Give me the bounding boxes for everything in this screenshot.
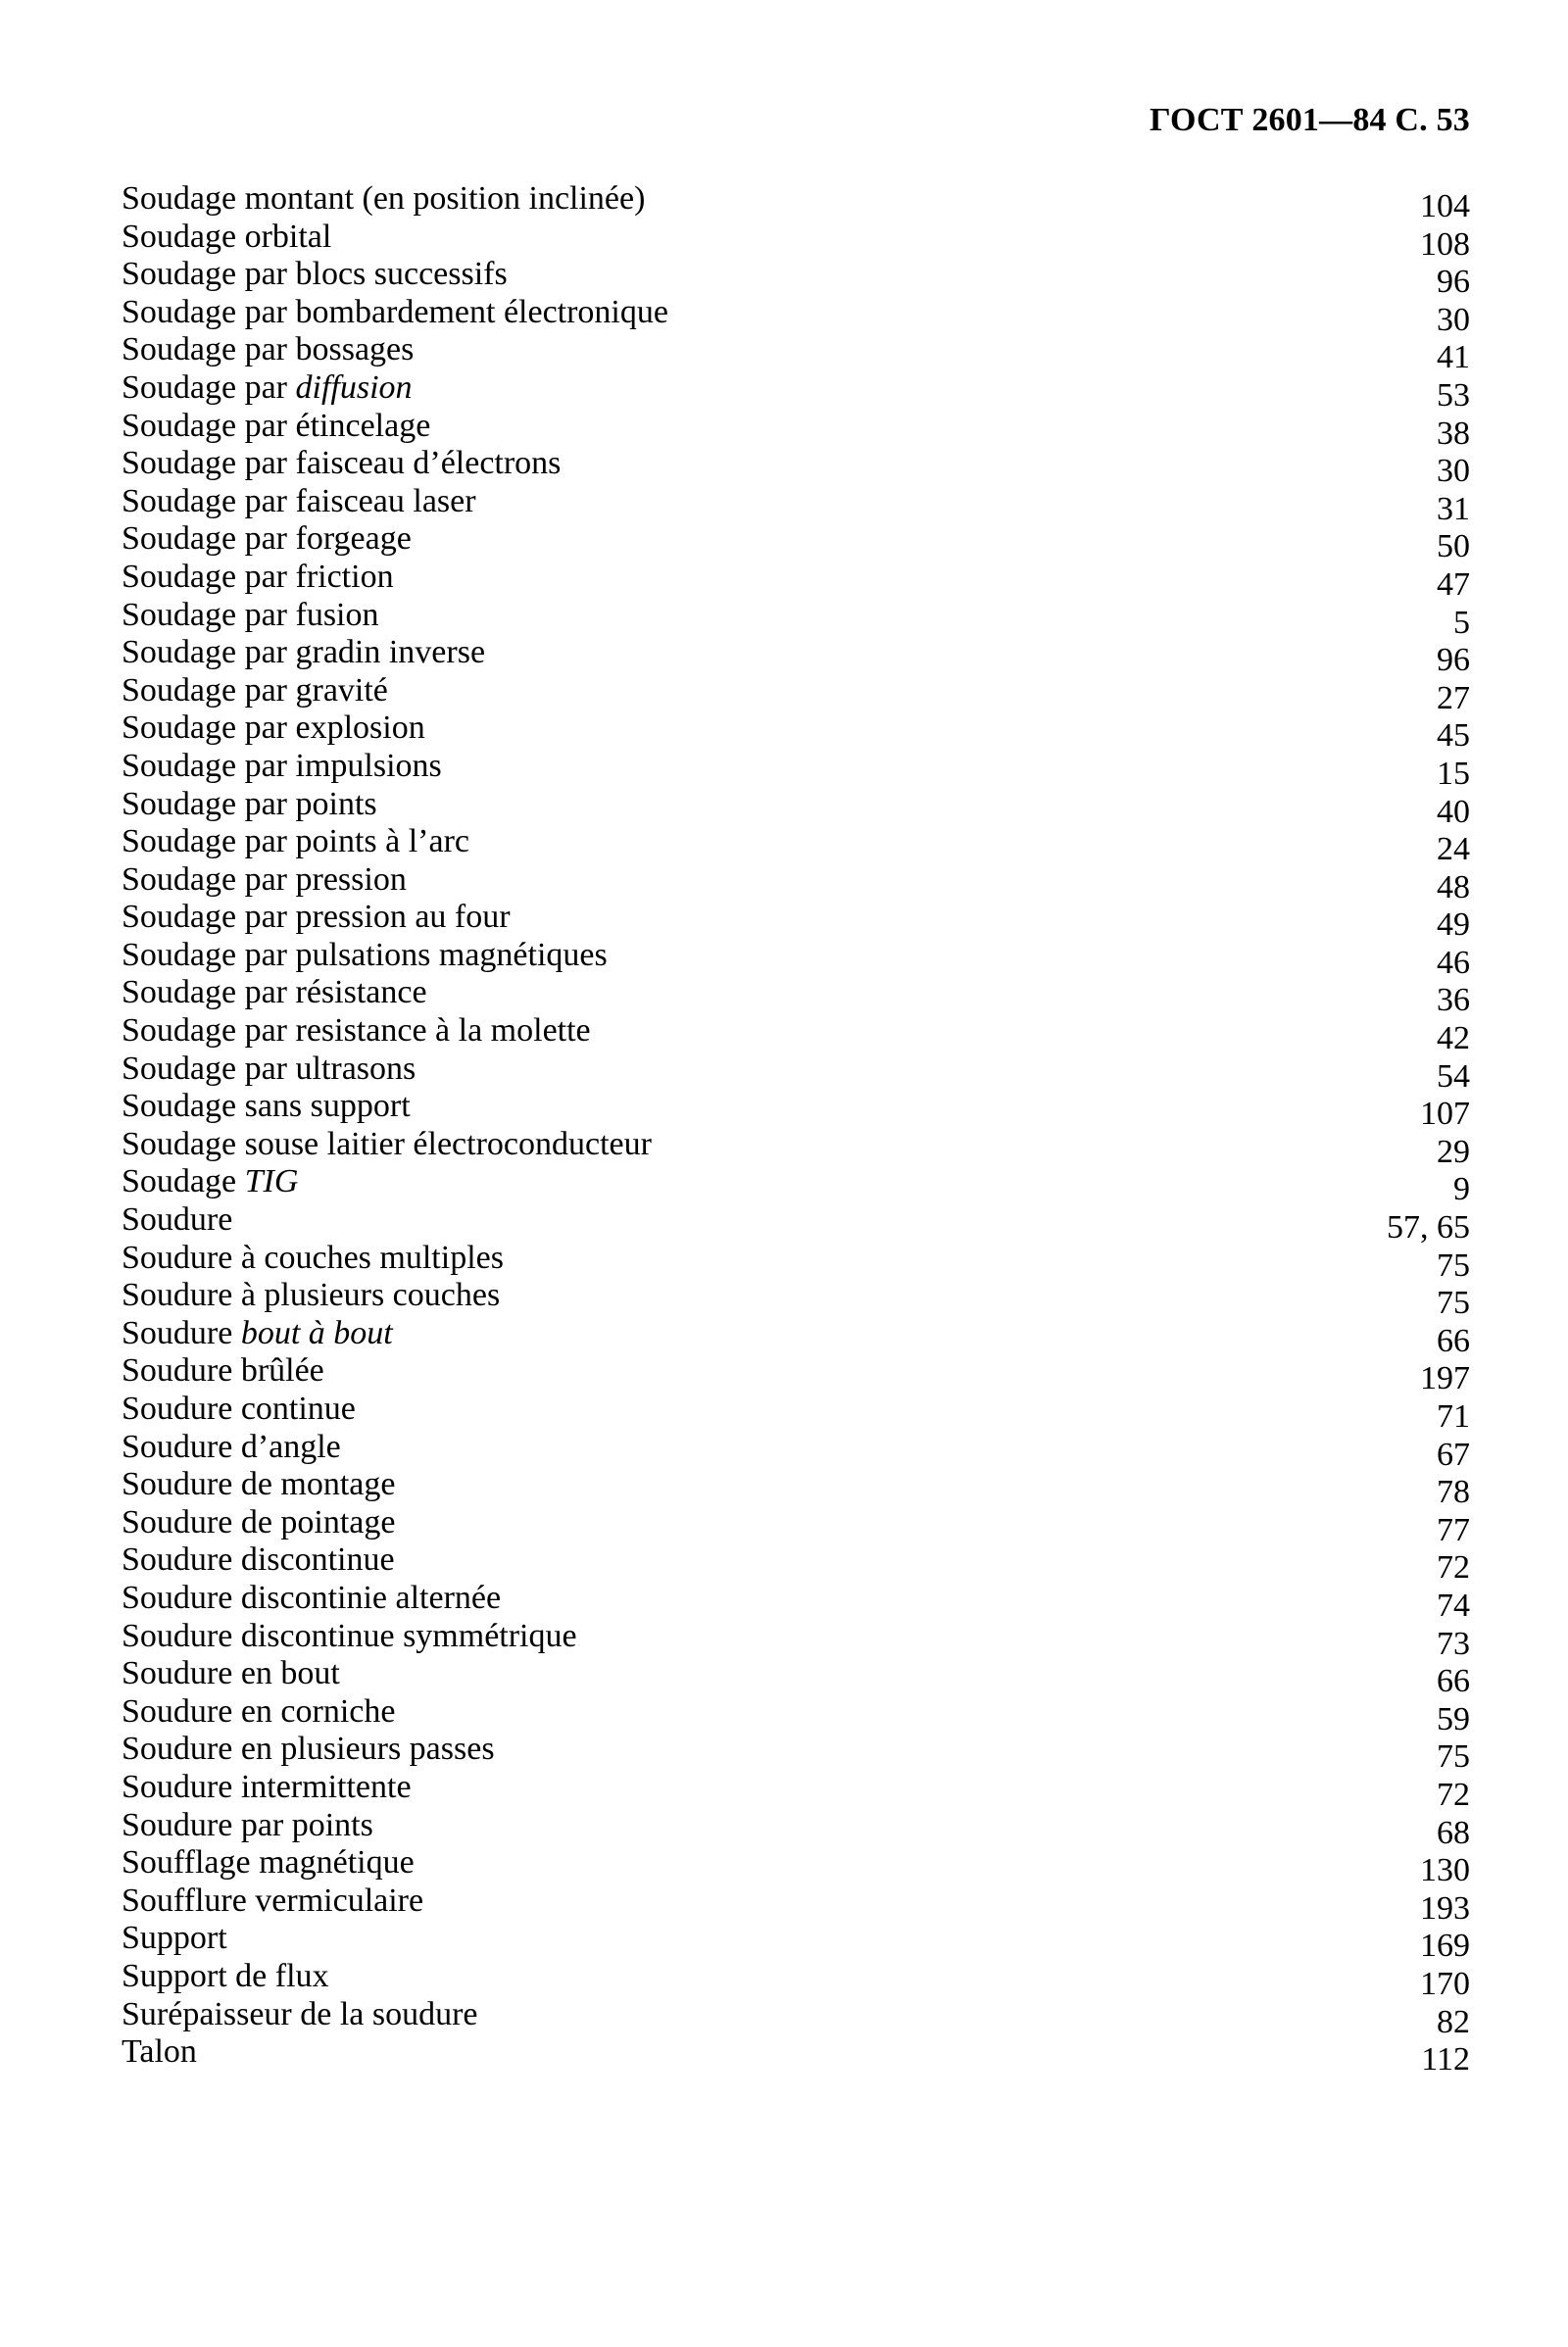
page-number: 24 <box>1437 831 1470 868</box>
page-number: 42 <box>1437 1020 1470 1057</box>
index-entry <box>122 1391 1470 1435</box>
page-number: 77 <box>1437 1511 1470 1548</box>
index-entry <box>122 1655 1470 1700</box>
index-term: Soudage par gravité <box>122 671 388 709</box>
index-term: Soudure de pointage <box>122 1503 396 1540</box>
page-number: 67 <box>1437 1436 1470 1473</box>
index-term: Soudage par blocs successifs <box>122 256 508 293</box>
index-entry <box>122 558 1470 603</box>
index-entry <box>122 1163 1470 1208</box>
page-number: 78 <box>1437 1474 1470 1511</box>
page-number: 36 <box>1437 982 1470 1019</box>
page-number: 75 <box>1437 1285 1470 1322</box>
page-number: 54 <box>1437 1057 1470 1095</box>
page-number: 66 <box>1437 1663 1470 1700</box>
index-term: Soudage sans support <box>122 1088 411 1125</box>
page-number: 49 <box>1437 906 1470 944</box>
index-entry <box>122 1579 1470 1624</box>
index-entry <box>122 293 1470 338</box>
page-number: 73 <box>1437 1625 1470 1662</box>
page-number: 74 <box>1437 1587 1470 1624</box>
index-term: Soudage par faisceau laser <box>122 482 476 519</box>
index-term: Soudage orbital <box>122 218 332 255</box>
index-entry <box>122 445 1470 490</box>
index-entry <box>122 1617 1470 1662</box>
index-entry <box>122 1201 1470 1247</box>
index-entry <box>122 1352 1470 1397</box>
index-term: Soudage par points à l’arc <box>122 823 469 860</box>
index-entry <box>122 785 1470 830</box>
index-term: Soudage par résistance <box>122 974 427 1011</box>
index-term: Soudage par faisceau d’électrons <box>122 445 562 482</box>
page-number: 96 <box>1437 264 1470 301</box>
index-entry <box>122 407 1470 452</box>
index-term: Soudure à plusieurs couches <box>122 1277 501 1314</box>
page-number: 108 <box>1420 225 1470 263</box>
index-entry <box>122 1314 1470 1359</box>
index-term: Soudage par pression <box>122 860 407 898</box>
page-number: 68 <box>1437 1814 1470 1851</box>
page-number: 72 <box>1437 1549 1470 1587</box>
index-term: Soudage par bossages <box>122 331 415 368</box>
index-term: Surépaisseur de la soudure <box>122 1995 478 2032</box>
index-term: Soufflage magnétique <box>122 1844 415 1882</box>
index-entry <box>122 634 1470 679</box>
index-term: Soudage TIG <box>122 1163 299 1200</box>
index-term: Soudage par bombardement électronique <box>122 293 668 330</box>
index-term: Soudure discontinue <box>122 1541 395 1579</box>
index-term: Soudure discontinue symmétrique <box>122 1617 577 1654</box>
index-term: Soudage par gradin inverse <box>122 634 486 671</box>
index-term: Soudage par points <box>122 785 377 822</box>
page-number: 29 <box>1437 1133 1470 1170</box>
index-entry <box>122 671 1470 716</box>
index-term: Soudure brûlée <box>122 1352 324 1390</box>
page-number: 48 <box>1437 868 1470 905</box>
page-number: 46 <box>1437 944 1470 981</box>
index-entry <box>122 1731 1470 1776</box>
index-term: Support de flux <box>122 1957 329 1994</box>
page-number: 9 <box>1453 1171 1470 1208</box>
index-entry <box>122 1768 1470 1813</box>
index-term: Soudure d’angle <box>122 1428 341 1465</box>
index-entry <box>122 1125 1470 1170</box>
index-term: Soudage par resistance à la molette <box>122 1012 591 1050</box>
index-entry <box>122 747 1470 792</box>
index-term: Soudure <box>122 1201 233 1239</box>
index-term: Soudure de montage <box>122 1466 396 1503</box>
page-number: 57, 65 <box>1387 1209 1470 1247</box>
index-entry <box>122 1239 1470 1284</box>
index-term: Soudure par points <box>122 1806 373 1843</box>
index-entry <box>122 709 1470 755</box>
page-number: 75 <box>1437 1247 1470 1284</box>
index-term: Soudage par impulsions <box>122 747 442 784</box>
index-entry <box>122 1428 1470 1473</box>
index-entry <box>122 1844 1470 1889</box>
page-number: 53 <box>1437 376 1470 414</box>
index-entry <box>122 1466 1470 1511</box>
index-entry <box>122 520 1470 565</box>
index-entry <box>122 596 1470 641</box>
index-entry <box>122 974 1470 1019</box>
index-term: Soudure à couches multiples <box>122 1239 504 1276</box>
index-entry <box>122 1541 1470 1587</box>
page-number: 107 <box>1420 1096 1470 1133</box>
page-number: 112 <box>1421 2041 1470 2078</box>
page-number: 193 <box>1420 1889 1470 1927</box>
page-number: 50 <box>1437 528 1470 565</box>
index-entry <box>122 936 1470 981</box>
index-term: Soudure intermittente <box>122 1768 412 1805</box>
page-number: 130 <box>1420 1852 1470 1889</box>
page-number: 27 <box>1437 679 1470 716</box>
index-entry <box>122 180 1470 224</box>
page-number: 45 <box>1437 717 1470 755</box>
page-number: 5 <box>1453 604 1470 641</box>
page-number: 197 <box>1420 1360 1470 1397</box>
index-term: Soudure en bout <box>122 1655 340 1692</box>
index-term: Soufflure vermiculaire <box>122 1882 424 1919</box>
index-term: Soudage par explosion <box>122 709 425 747</box>
page-number: 72 <box>1437 1776 1470 1813</box>
index-term: Soudage par fusion <box>122 596 379 633</box>
page-number: 59 <box>1437 1700 1470 1737</box>
index-entry <box>122 860 1470 905</box>
page-number: 66 <box>1437 1322 1470 1359</box>
page-number: 40 <box>1437 793 1470 830</box>
index-term: Soudage par diffusion <box>122 368 413 406</box>
page-number: 30 <box>1437 453 1470 490</box>
index-entry <box>122 1806 1470 1851</box>
index-entry <box>122 899 1470 944</box>
index-term: Soudage par ultrasons <box>122 1050 416 1087</box>
index-entry <box>122 1692 1470 1737</box>
index-term: Talon <box>122 2033 197 2071</box>
index-list <box>122 180 1470 2078</box>
index-term: Soudage par étincelage <box>122 407 431 444</box>
index-term: Soudure en plusieurs passes <box>122 1731 495 1768</box>
index-entry <box>122 1503 1470 1548</box>
index-term: Soudage par pulsations magnétiques <box>122 936 608 973</box>
index-term: Soudure en corniche <box>122 1692 396 1730</box>
index-entry <box>122 1882 1470 1927</box>
page-header: ГОСТ 2601—84 С. 53 <box>1149 102 1470 138</box>
page-number: 96 <box>1437 642 1470 679</box>
page-number: 15 <box>1437 755 1470 792</box>
index-term: Soudage par friction <box>122 558 394 595</box>
index-entry <box>122 1050 1470 1095</box>
index-term: Soudage souse laitier électroconducteur <box>122 1125 652 1162</box>
page-number: 38 <box>1437 415 1470 452</box>
page-number: 170 <box>1420 1965 1470 2002</box>
index-entry <box>122 331 1470 376</box>
index-entry <box>122 368 1470 414</box>
index-entry <box>122 1277 1470 1322</box>
page-number: 71 <box>1437 1398 1470 1435</box>
index-term: Soudage montant (en position inclinée) <box>122 180 646 217</box>
index-term: Soudure bout à bout <box>122 1314 393 1351</box>
page-number: 30 <box>1437 301 1470 338</box>
index-entry <box>122 1088 1470 1133</box>
index-term: Support <box>122 1920 227 1957</box>
index-term: Soudure discontinie alternée <box>122 1579 502 1616</box>
index-entry <box>122 1995 1470 2040</box>
page-number: 47 <box>1437 565 1470 603</box>
page-number: 82 <box>1437 2003 1470 2040</box>
index-entry <box>122 256 1470 301</box>
index-entry <box>122 823 1470 868</box>
index-entry <box>122 1920 1470 1965</box>
index-entry <box>122 1012 1470 1057</box>
index-entry <box>122 482 1470 527</box>
index-term: Soudage par forgeage <box>122 520 412 558</box>
page-number: 104 <box>1420 188 1470 224</box>
page-number: 41 <box>1437 339 1470 376</box>
index-entry <box>122 2033 1470 2078</box>
index-entry <box>122 218 1470 263</box>
index-entry <box>122 1957 1470 2002</box>
page-number: 75 <box>1437 1738 1470 1776</box>
page-number: 31 <box>1437 490 1470 527</box>
index-term: Soudage par pression au four <box>122 899 511 936</box>
page-number: 169 <box>1420 1928 1470 1965</box>
index-term: Soudure continue <box>122 1391 356 1427</box>
